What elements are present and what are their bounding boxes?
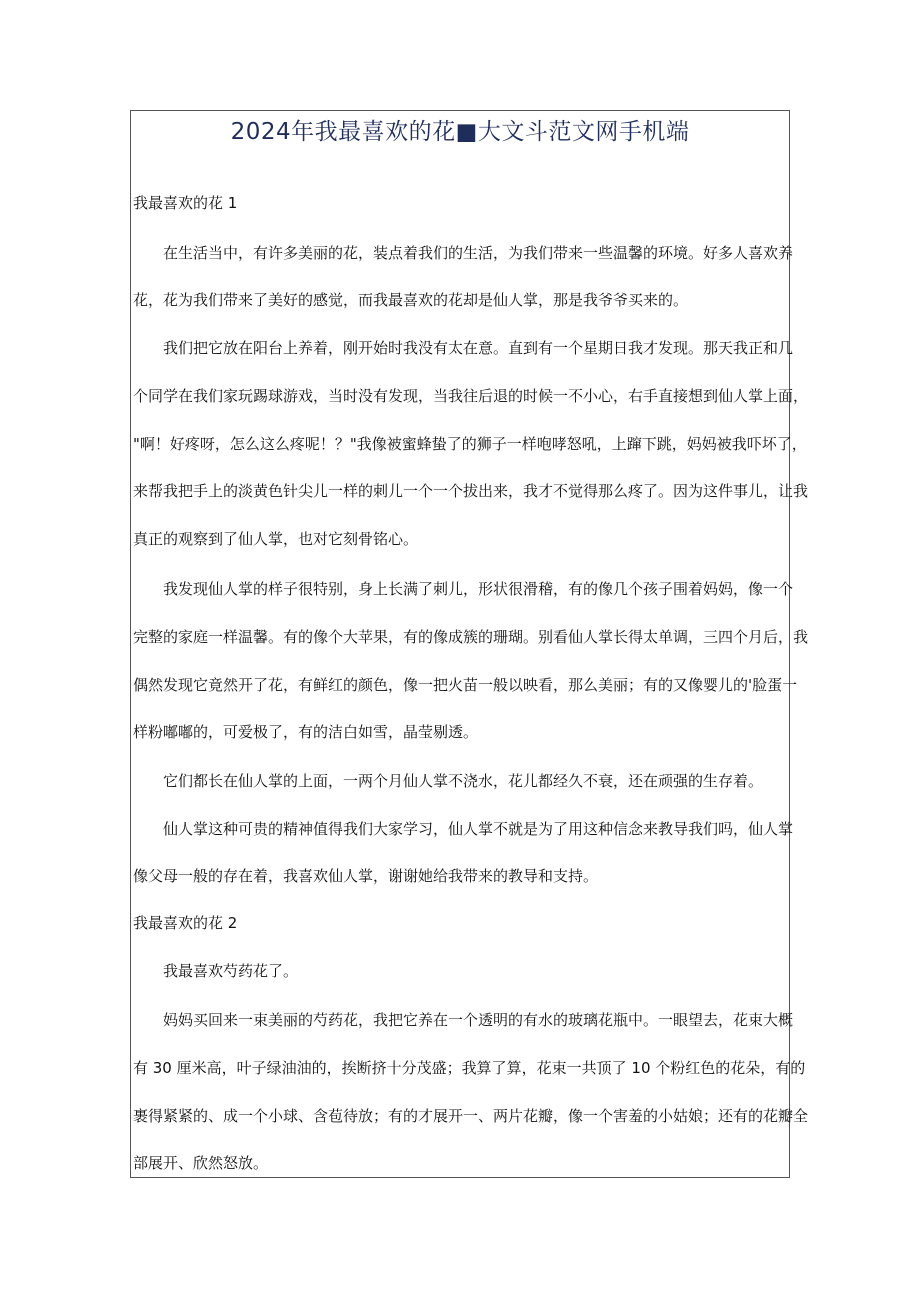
paragraph-line: "啊！好疼呀，怎么这么疼呢！？"我像被蜜蜂蛰了的狮子一样咆哮怒吼，上蹿下跳，妈妈被我吓坏了，: [133, 435, 807, 453]
section-heading-1: 我最喜欢的花 1: [133, 194, 238, 212]
paragraph-line: 偶然发现它竟然开了花，有鲜红的颜色，像一把火苗一般以映看，那么美丽；有的又像婴儿的'脸蛋一: [133, 676, 798, 694]
paragraph-line: 它们都长在仙人掌的上面，一两个月仙人掌不浇水，花儿都经久不衰，还在顽强的生存着。: [163, 772, 764, 790]
paragraph-line: 部展开、欣然怒放。: [133, 1154, 269, 1172]
paragraph-line: 我发现仙人掌的样子很特别，身上长满了刺儿，形状很滑稽，有的像几个孩子围着妈妈，像一个: [163, 580, 794, 598]
paragraph-line: 像父母一般的存在着，我喜欢仙人掌，谢谢她给我带来的教导和支持。: [133, 867, 599, 885]
paragraph-line: 真正的观察到了仙人掌，也对它刻骨铭心。: [133, 530, 419, 548]
paragraph-line: 我们把它放在阳台上养着，刚开始时我没有太在意。直到有一个星期日我才发现。那天我正和几: [163, 339, 794, 357]
paragraph-line: 裹得紧紧的、成一个小球、含苞待放；有的才展开一、两片花瓣，像一个害羞的小姑娘；还有的花瓣全: [133, 1107, 809, 1125]
paragraph-line: 样粉嘟嘟的，可爱极了，有的洁白如雪，晶莹剔透。: [133, 723, 479, 741]
paragraph-line: 妈妈买回来一束美丽的芍药花，我把它养在一个透明的有水的玻璃花瓶中。一眼望去，花束大概: [163, 1011, 794, 1029]
paragraph-line: 个同学在我们家玩踢球游戏，当时没有发现，当我往后退的时候一不小心，右手直接想到仙人掌上面，: [133, 387, 809, 405]
paragraph-line: 花，花为我们带来了美好的感觉，而我最喜欢的花却是仙人掌，那是我爷爷买来的。: [133, 291, 689, 309]
paragraph-line: 完整的家庭一样温馨。有的像个大苹果，有的像成簇的珊瑚。别看仙人掌长得太单调，三四个月后，我: [133, 628, 809, 646]
document-title: 2024年我最喜欢的花■大文斗范文网手机端: [230, 119, 690, 145]
paragraph-line: 有 30 厘米高，叶子绿油油的，挨断挤十分茂盛；我算了算，花束一共顶了 10 个粉红色的花朵，有的: [133, 1059, 806, 1077]
paragraph-line: 仙人掌这种可贵的精神值得我们大家学习，仙人掌不就是为了用这种信念来教导我们吗，仙人掌: [163, 820, 794, 838]
section-heading-2: 我最喜欢的花 2: [133, 914, 238, 932]
paragraph-line: 在生活当中，有许多美丽的花，装点着我们的生活，为我们带来一些温馨的环境。好多人喜欢养: [163, 244, 794, 262]
paragraph-line: 我最喜欢芍药花了。: [163, 962, 299, 980]
paragraph-line: 来帮我把手上的淡黄色针尖儿一样的刺儿一个一个拔出来，我才不觉得那么疼了。因为这件事儿，让我: [133, 482, 809, 500]
